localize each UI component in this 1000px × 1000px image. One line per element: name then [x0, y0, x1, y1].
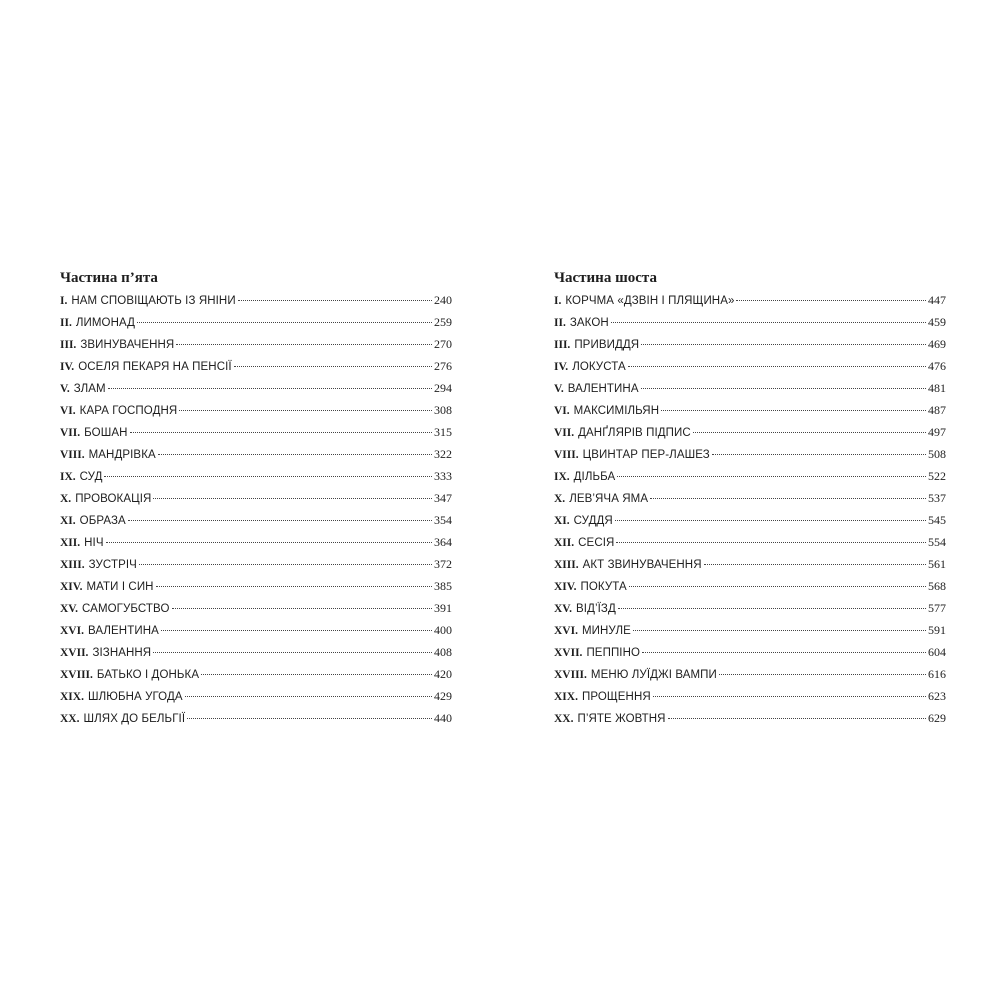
chapter-number: XVI. [554, 625, 578, 637]
toc-entry [60, 619, 452, 641]
chapter-number: VII. [554, 427, 575, 439]
toc-entry [554, 289, 946, 311]
toc-entry [60, 443, 452, 465]
page-number: 554 [928, 535, 946, 549]
toc-entry [60, 377, 452, 399]
chapter-number: XI. [60, 515, 76, 527]
toc-entry [554, 531, 946, 553]
chapter-title: ЗУСТРІЧ [88, 559, 137, 571]
chapter-number: IV. [60, 361, 75, 373]
dot-leader [234, 366, 432, 367]
page-number: 354 [434, 513, 452, 527]
part-title: Частина п’ята [60, 270, 158, 286]
toc-entry [554, 377, 946, 399]
chapter-number: IX. [60, 471, 76, 483]
toc-entry [60, 399, 452, 421]
dot-leader [176, 344, 432, 345]
toc-column-part-five [60, 268, 452, 729]
dot-leader [653, 696, 926, 697]
chapter-title: ДІЛЬБА [573, 471, 616, 483]
chapter-list [60, 289, 452, 729]
toc-entry [554, 487, 946, 509]
page-number: 294 [434, 381, 452, 395]
chapter-number: V. [554, 383, 564, 395]
chapter-number: XVI. [60, 625, 84, 637]
toc-entry [60, 333, 452, 355]
toc-entry [554, 311, 946, 333]
dot-leader [641, 388, 926, 389]
page-number: 481 [928, 381, 946, 395]
toc-entry [554, 355, 946, 377]
chapter-title: ШЛЮБНА УГОДА [87, 691, 183, 703]
chapter-title: ПРОВОКАЦІЯ [75, 493, 152, 505]
dot-leader [128, 520, 432, 521]
page-number: 429 [434, 689, 452, 703]
chapter-title: МАНДРІВКА [88, 449, 156, 461]
dot-leader [108, 388, 432, 389]
dot-leader [618, 608, 926, 609]
toc-entry [60, 575, 452, 597]
chapter-title: ДАНҐЛЯРІВ ПІДПИС [578, 427, 691, 439]
chapter-number: XIX. [554, 691, 578, 703]
toc-entry [60, 509, 452, 531]
dot-leader [616, 542, 926, 543]
toc-entry [554, 421, 946, 443]
chapter-number: XII. [554, 537, 575, 549]
page-number: 372 [434, 557, 452, 571]
page-number: 408 [434, 645, 452, 659]
dot-leader [187, 718, 432, 719]
dot-leader [106, 542, 432, 543]
chapter-number: X. [60, 493, 72, 505]
dot-leader [668, 718, 926, 719]
page-number: 577 [928, 601, 946, 615]
page-number: 364 [434, 535, 452, 549]
toc-entry [554, 465, 946, 487]
toc-entry [60, 531, 452, 553]
chapter-number: XVII. [60, 647, 89, 659]
chapter-number: III. [554, 339, 571, 351]
toc-entry [60, 311, 452, 333]
page-number: 259 [434, 315, 452, 329]
toc-entry [60, 641, 452, 663]
chapter-title: ЛОКУСТА [572, 361, 626, 373]
toc-entry [554, 619, 946, 641]
page-number: 400 [434, 623, 452, 637]
chapter-number: XVII. [554, 647, 583, 659]
page-number: 476 [928, 359, 946, 373]
toc-entry [554, 553, 946, 575]
chapter-title: ЗАКОН [569, 317, 609, 329]
page-number: 347 [434, 491, 452, 505]
dot-leader [736, 300, 926, 301]
toc-entry [60, 707, 452, 729]
chapter-title: ЦВИНТАР ПЕР-ЛАШЕЗ [582, 449, 710, 461]
chapter-list [554, 289, 946, 729]
chapter-title: ПОКУТА [580, 581, 627, 593]
chapter-title: ВАЛЕНТИНА [87, 625, 159, 637]
page-number: 440 [434, 711, 452, 725]
toc-entry [60, 465, 452, 487]
chapter-number: V. [60, 383, 70, 395]
page-number: 508 [928, 447, 946, 461]
chapter-title: КОРЧМА «ДЗВІН І ПЛЯЩИНА» [565, 295, 735, 307]
dot-leader [719, 674, 926, 675]
chapter-number: IV. [554, 361, 569, 373]
page-number: 545 [928, 513, 946, 527]
toc-entry [554, 685, 946, 707]
dot-leader [104, 476, 432, 477]
toc-entry [554, 597, 946, 619]
chapter-number: XIV. [60, 581, 83, 593]
dot-leader [641, 344, 926, 345]
page-number: 522 [928, 469, 946, 483]
chapter-title: БАТЬКО І ДОНЬКА [96, 669, 200, 681]
dot-leader [137, 322, 432, 323]
toc-entry [554, 333, 946, 355]
chapter-title: АКТ ЗВИНУВАЧЕННЯ [582, 559, 702, 571]
dot-leader [628, 366, 926, 367]
page-number: 315 [434, 425, 452, 439]
toc-entry [554, 575, 946, 597]
chapter-number: X. [554, 493, 566, 505]
chapter-title: ЛЕВ’ЯЧА ЯМА [569, 493, 649, 505]
toc-entry [60, 553, 452, 575]
chapter-number: XIX. [60, 691, 84, 703]
page-number: 391 [434, 601, 452, 615]
toc-entry [554, 707, 946, 729]
page-number: 459 [928, 315, 946, 329]
page-number: 447 [928, 293, 946, 307]
chapter-title: НАМ СПОВІЩАЮТЬ ІЗ ЯНІНИ [71, 295, 236, 307]
chapter-title: БОШАН [84, 427, 128, 439]
chapter-number: I. [60, 295, 68, 307]
page-number: 623 [928, 689, 946, 703]
chapter-title: ЗЛАМ [73, 383, 106, 395]
chapter-title: МАТИ І СИН [86, 581, 154, 593]
chapter-number: II. [60, 317, 72, 329]
dot-leader [704, 564, 926, 565]
toc-entry [60, 597, 452, 619]
dot-leader [650, 498, 926, 499]
page-number: 487 [928, 403, 946, 417]
chapter-number: VI. [60, 405, 76, 417]
chapter-number: I. [554, 295, 562, 307]
dot-leader [693, 432, 926, 433]
page-number: 629 [928, 711, 946, 725]
toc-entry [554, 641, 946, 663]
toc-entry [554, 663, 946, 685]
chapter-number: VIII. [554, 449, 579, 461]
chapter-number: XIV. [554, 581, 577, 593]
chapter-number: IX. [554, 471, 570, 483]
toc-entry [60, 289, 452, 311]
dot-leader [617, 476, 926, 477]
page-number: 333 [434, 469, 452, 483]
chapter-title: ЗІЗНАННЯ [92, 647, 152, 659]
page-number: 322 [434, 447, 452, 461]
chapter-title: СЕСІЯ [578, 537, 615, 549]
chapter-number: XV. [60, 603, 79, 615]
chapter-number: XVIII. [60, 669, 93, 681]
page-number: 497 [928, 425, 946, 439]
page-number: 537 [928, 491, 946, 505]
dot-leader [238, 300, 432, 301]
dot-leader [153, 498, 432, 499]
dot-leader [158, 454, 432, 455]
page-number: 561 [928, 557, 946, 571]
chapter-title: ОСЕЛЯ ПЕКАРЯ НА ПЕНСІЇ [78, 361, 232, 373]
chapter-number: VIII. [60, 449, 85, 461]
chapter-number: XI. [554, 515, 570, 527]
chapter-title: ВІД’ЇЗД [576, 603, 616, 615]
chapter-number: XV. [554, 603, 573, 615]
toc-entry [554, 443, 946, 465]
chapter-number: XII. [60, 537, 81, 549]
chapter-number: XX. [554, 713, 574, 725]
chapter-number: XVIII. [554, 669, 587, 681]
chapter-title: САМОГУБСТВО [82, 603, 170, 615]
dot-leader [642, 652, 926, 653]
dot-leader [156, 586, 432, 587]
dot-leader [661, 410, 926, 411]
chapter-title: ЗВИНУВАЧЕННЯ [80, 339, 175, 351]
dot-leader [611, 322, 926, 323]
chapter-number: III. [60, 339, 77, 351]
dot-leader [139, 564, 432, 565]
chapter-number: VII. [60, 427, 81, 439]
chapter-title: СУДДЯ [573, 515, 613, 527]
page-number: 616 [928, 667, 946, 681]
page-number: 469 [928, 337, 946, 351]
page-number: 276 [434, 359, 452, 373]
toc-entry [554, 399, 946, 421]
chapter-number: XIII. [554, 559, 579, 571]
chapter-title: СУД [79, 471, 103, 483]
dot-leader [629, 586, 926, 587]
page-number: 308 [434, 403, 452, 417]
chapter-title: ПРОЩЕННЯ [581, 691, 651, 703]
page-number: 604 [928, 645, 946, 659]
toc-entry [60, 663, 452, 685]
chapter-title: П’ЯТЕ ЖОВТНЯ [577, 713, 666, 725]
dot-leader [712, 454, 926, 455]
page-number: 420 [434, 667, 452, 681]
chapter-title: ОБРАЗА [79, 515, 126, 527]
page-number: 270 [434, 337, 452, 351]
page-number: 385 [434, 579, 452, 593]
page-number: 591 [928, 623, 946, 637]
dot-leader [633, 630, 926, 631]
chapter-number: XIII. [60, 559, 85, 571]
chapter-title: ПРИВИДДЯ [574, 339, 640, 351]
toc-column-part-six [554, 268, 946, 729]
chapter-title: МАКСИМІЛЬЯН [573, 405, 660, 417]
toc-entry [60, 355, 452, 377]
toc-entry [60, 487, 452, 509]
dot-leader [615, 520, 926, 521]
chapter-title: ЛИМОНАД [75, 317, 136, 329]
chapter-number: XX. [60, 713, 80, 725]
dot-leader [153, 652, 432, 653]
chapter-title: ВАЛЕНТИНА [567, 383, 639, 395]
toc-entry [554, 509, 946, 531]
chapter-title: КАРА ГОСПОДНЯ [79, 405, 178, 417]
chapter-title: МЕНЮ ЛУЇДЖІ ВАМПИ [590, 669, 717, 681]
part-title: Частина шоста [554, 270, 657, 286]
toc-entry [60, 685, 452, 707]
dot-leader [172, 608, 433, 609]
chapter-number: II. [554, 317, 566, 329]
chapter-title: ШЛЯХ ДО БЕЛЬГІЇ [83, 713, 186, 725]
chapter-title: МИНУЛЕ [581, 625, 631, 637]
dot-leader [179, 410, 432, 411]
page-number: 568 [928, 579, 946, 593]
chapter-title: ПЕППІНО [586, 647, 641, 659]
chapter-number: VI. [554, 405, 570, 417]
dot-leader [201, 674, 432, 675]
dot-leader [130, 432, 432, 433]
dot-leader [161, 630, 432, 631]
chapter-title: НІЧ [84, 537, 104, 549]
page-number: 240 [434, 293, 452, 307]
toc-entry [60, 421, 452, 443]
dot-leader [185, 696, 432, 697]
